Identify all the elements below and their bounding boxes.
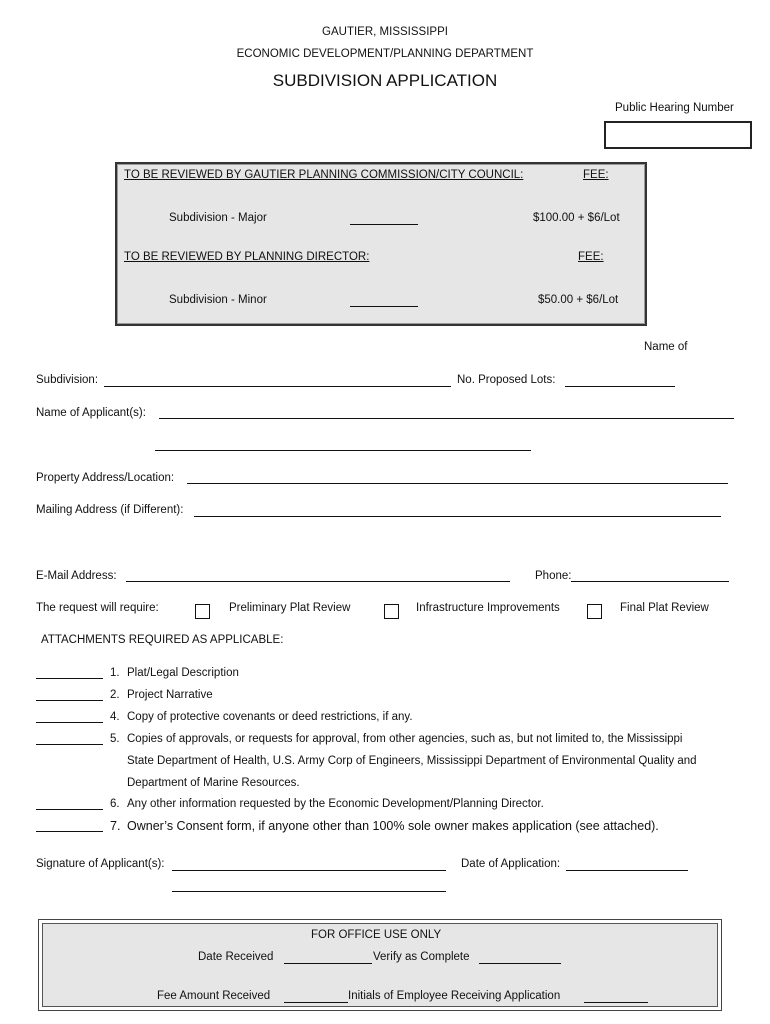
- final-plat-label: Final Plat Review: [620, 602, 709, 614]
- hearing-number-field[interactable]: [604, 121, 752, 149]
- application-date-field[interactable]: [566, 870, 688, 871]
- attachment-number: 4.: [110, 711, 120, 723]
- minor-subdivision-blank[interactable]: [350, 306, 418, 307]
- email-label: E-Mail Address:: [36, 570, 117, 582]
- director-heading: TO BE REVIEWED BY PLANNING DIRECTOR:: [124, 251, 370, 263]
- email-field[interactable]: [126, 581, 510, 582]
- date-received-label: Date Received: [198, 951, 274, 963]
- fee-heading-director: FEE:: [578, 251, 604, 263]
- office-use-box: [38, 919, 722, 1011]
- name-of-label: Name of: [644, 341, 688, 353]
- property-address-field[interactable]: [187, 483, 728, 484]
- major-subdivision-blank[interactable]: [350, 224, 418, 225]
- hearing-number-label: Public Hearing Number: [615, 102, 734, 114]
- verify-complete-field[interactable]: [479, 963, 561, 964]
- attachment-text: Copies of approvals, or requests for approval, from other agencies, such as, but not limited to, the Mississippi: [127, 733, 683, 745]
- attachment-text: Owner’s Consent form, if anyone other than 100% sole owner makes application (see attached).: [127, 819, 659, 833]
- attachment-blank-2[interactable]: [36, 700, 103, 701]
- office-use-heading: FOR OFFICE USE ONLY: [311, 929, 442, 941]
- attachment-text-continued: State Department of Health, U.S. Army Corp of Engineers, Mississippi Department of Environmental Quality and: [127, 755, 697, 767]
- major-subdivision-label: Subdivision - Major: [169, 212, 267, 224]
- applicant-name-label: Name of Applicant(s):: [36, 407, 146, 419]
- attachment-text: Project Narrative: [127, 689, 213, 701]
- city-heading: GAUTIER, MISSISSIPPI: [322, 26, 448, 38]
- minor-subdivision-label: Subdivision - Minor: [169, 294, 267, 306]
- attachment-blank-6[interactable]: [36, 809, 103, 810]
- fee-amount-label: Fee Amount Received: [157, 990, 271, 1002]
- employee-initials-label: Initials of Employee Receiving Application: [348, 990, 561, 1002]
- page-title: SUBDIVISION APPLICATION: [272, 71, 498, 90]
- attachment-text-continued: Department of Marine Resources.: [127, 777, 300, 789]
- property-address-label: Property Address/Location:: [36, 472, 175, 484]
- application-date-label: Date of Application:: [461, 858, 561, 870]
- attachment-text: Copy of protective covenants or deed restrictions, if any.: [127, 711, 413, 723]
- commission-heading: TO BE REVIEWED BY GAUTIER PLANNING COMMISSION/CITY COUNCIL:: [124, 169, 524, 181]
- proposed-lots-field[interactable]: [565, 386, 675, 387]
- phone-field[interactable]: [571, 581, 729, 582]
- attachment-text: Any other information requested by the Economic Development/Planning Director.: [127, 798, 544, 810]
- phone-label: Phone:: [535, 570, 572, 582]
- signature-field[interactable]: [172, 870, 446, 871]
- major-subdivision-fee: $100.00 + $6/Lot: [533, 212, 620, 224]
- mailing-address-label: Mailing Address (if Different):: [36, 504, 184, 516]
- attachment-number: 1.: [110, 667, 120, 679]
- attachment-number: 2.: [110, 689, 120, 701]
- request-label: The request will require:: [36, 602, 159, 614]
- date-received-field[interactable]: [284, 963, 372, 964]
- attachment-blank-1[interactable]: [36, 678, 103, 679]
- signature-label: Signature of Applicant(s):: [36, 858, 165, 870]
- review-fee-box: [115, 162, 647, 326]
- proposed-lots-label: No. Proposed Lots:: [457, 374, 556, 386]
- department-heading: ECONOMIC DEVELOPMENT/PLANNING DEPARTMENT: [236, 48, 534, 60]
- fee-heading-commission: FEE:: [583, 169, 609, 181]
- subdivision-label: Subdivision:: [36, 374, 99, 386]
- attachment-blank-7[interactable]: [36, 831, 103, 832]
- infrastructure-checkbox[interactable]: [384, 604, 399, 619]
- attachment-number: 5.: [110, 733, 120, 745]
- employee-initials-field[interactable]: [584, 1002, 648, 1003]
- attachments-heading: ATTACHMENTS REQUIRED AS APPLICABLE:: [41, 634, 284, 646]
- attachment-blank-4[interactable]: [36, 722, 103, 723]
- preliminary-plat-label: Preliminary Plat Review: [229, 602, 351, 614]
- applicant-name-field-2[interactable]: [155, 450, 531, 451]
- preliminary-plat-checkbox[interactable]: [195, 604, 210, 619]
- final-plat-checkbox[interactable]: [587, 604, 602, 619]
- verify-complete-label: Verify as Complete: [373, 951, 470, 963]
- subdivision-name-field[interactable]: [104, 386, 451, 387]
- attachment-text: Plat/Legal Description: [127, 667, 239, 679]
- applicant-name-field[interactable]: [159, 418, 734, 419]
- infrastructure-label: Infrastructure Improvements: [416, 602, 560, 614]
- mailing-address-field[interactable]: [194, 516, 721, 517]
- minor-subdivision-fee: $50.00 + $6/Lot: [538, 294, 619, 306]
- signature-field-2[interactable]: [172, 891, 446, 892]
- fee-amount-field[interactable]: [284, 1002, 348, 1003]
- attachment-number: 6.: [110, 798, 120, 810]
- attachment-blank-5[interactable]: [36, 744, 103, 745]
- attachment-number: 7.: [110, 819, 121, 833]
